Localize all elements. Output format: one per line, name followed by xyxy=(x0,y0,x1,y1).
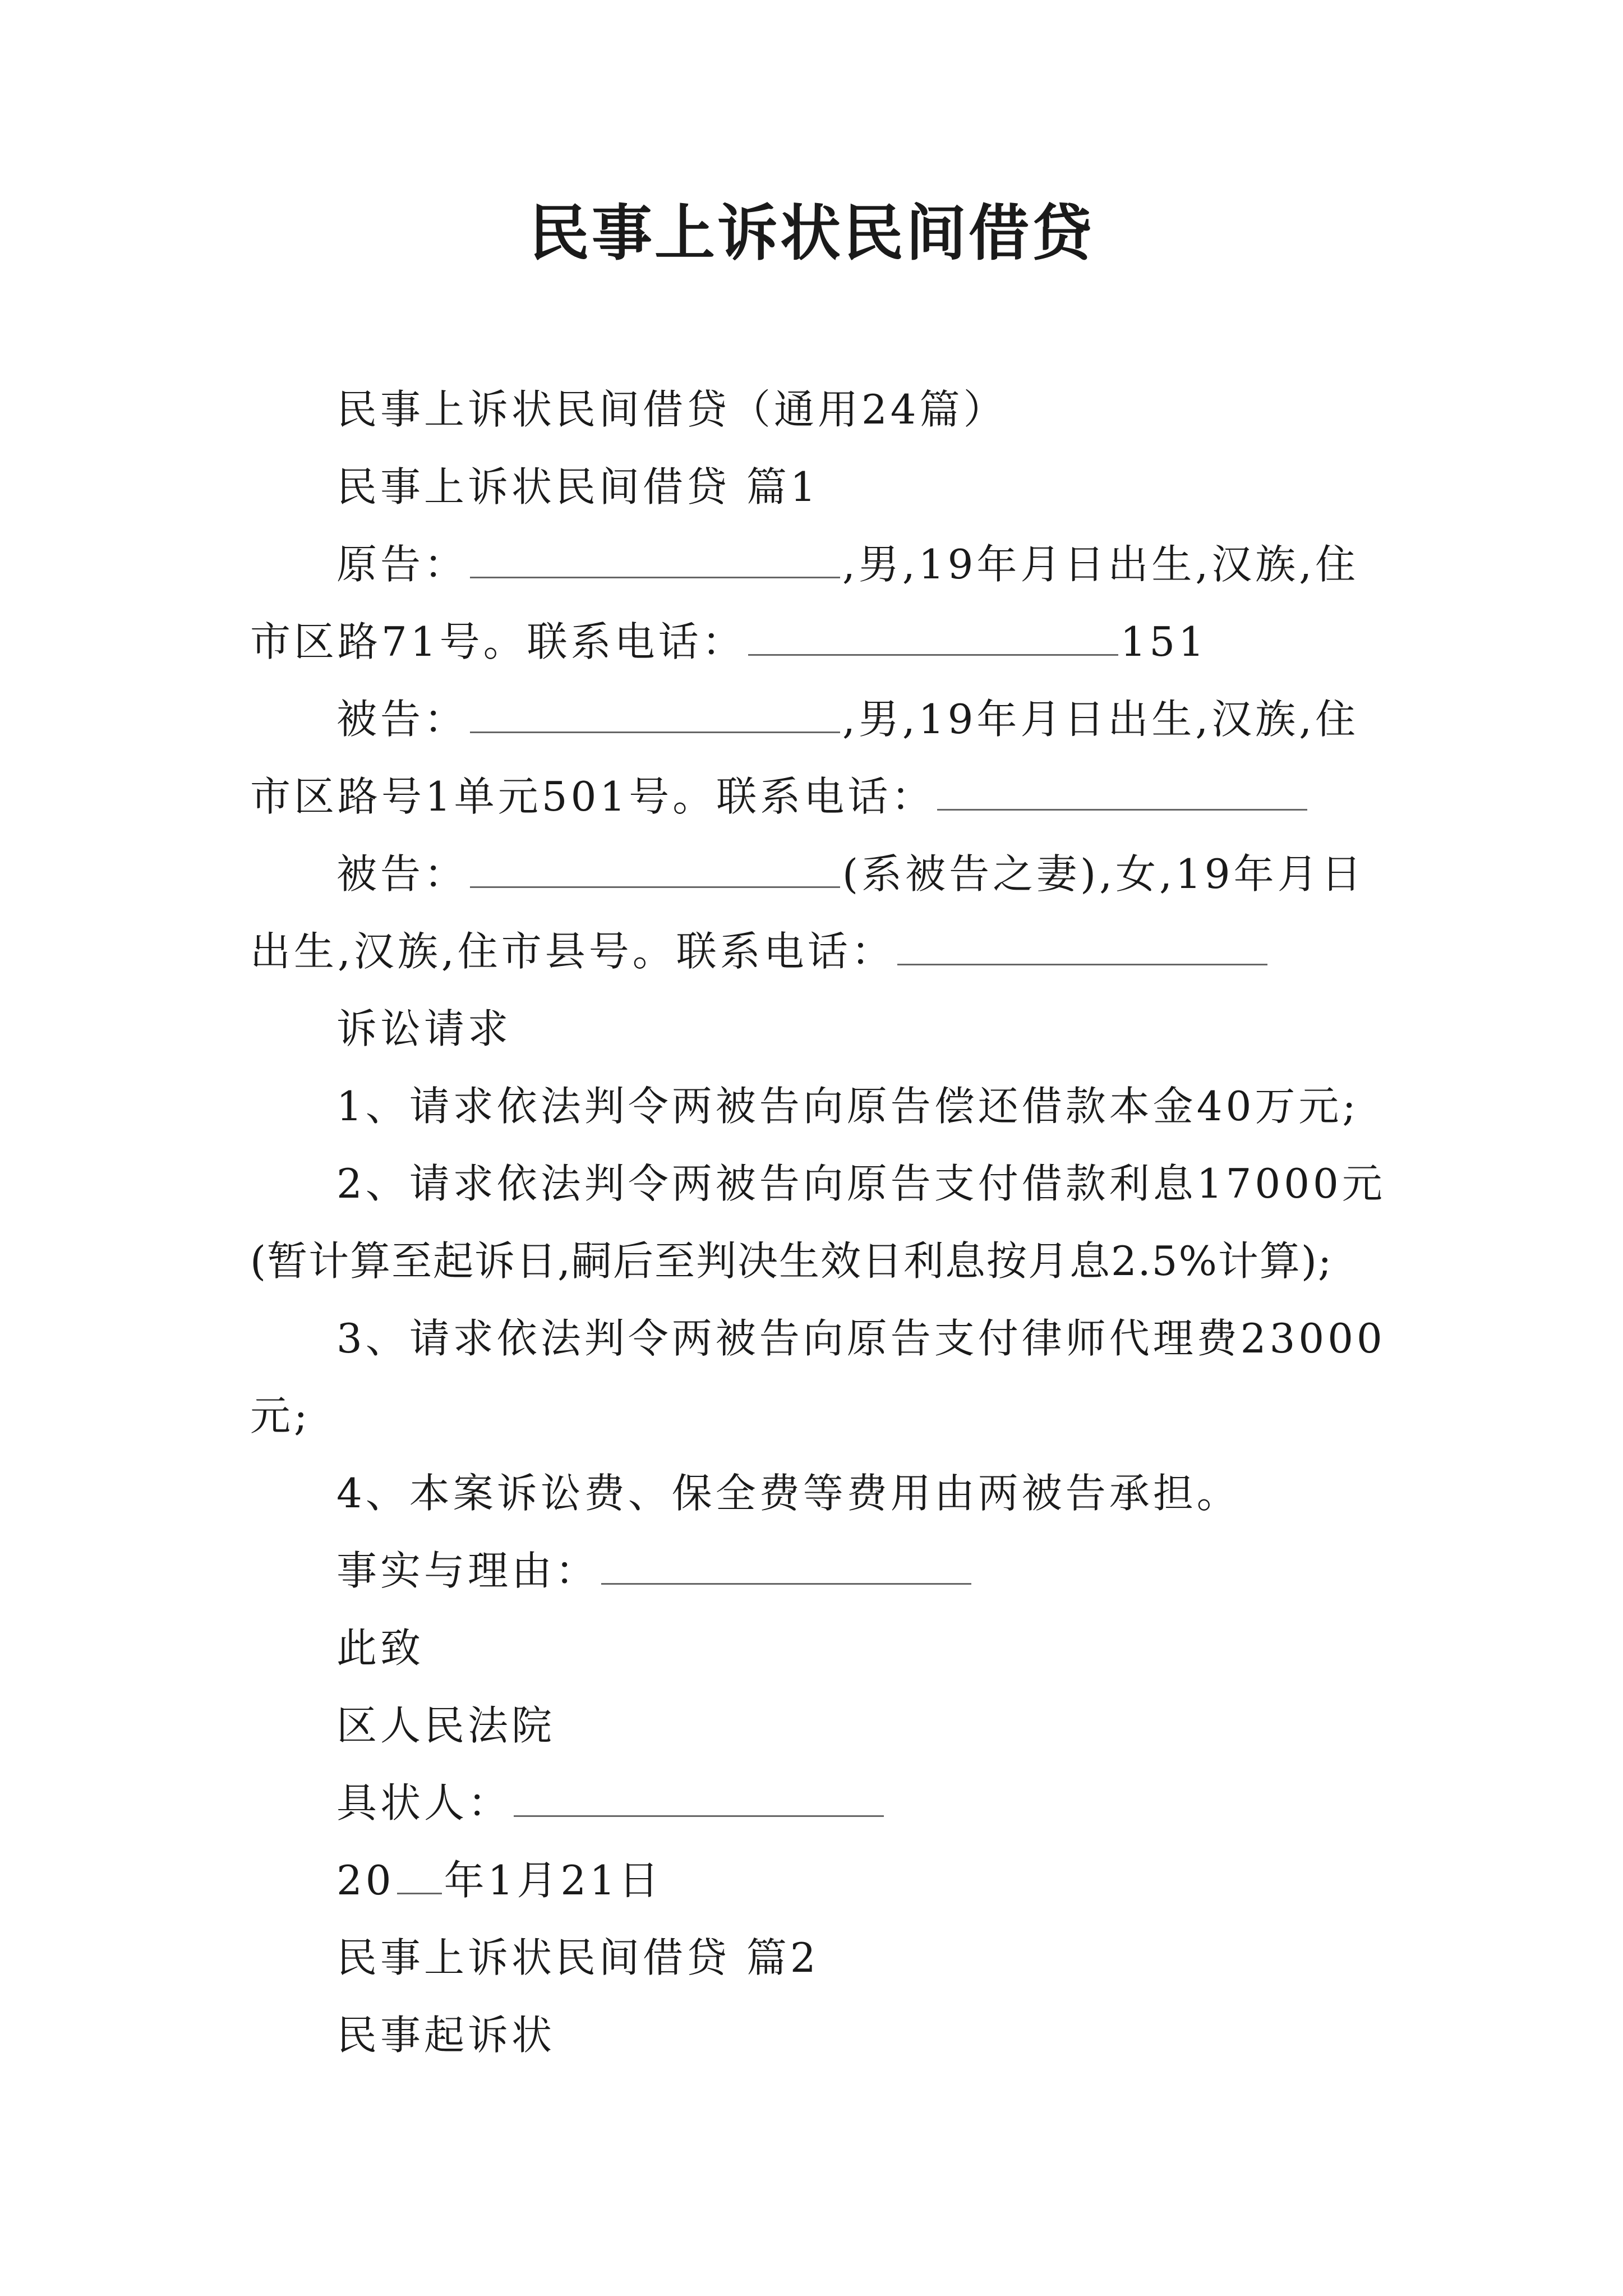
plaintiff-name-blank xyxy=(470,537,840,578)
date-line xyxy=(336,1852,662,1908)
signer-line xyxy=(336,1775,886,1831)
defendant2-name-blank xyxy=(470,847,840,888)
document-subtitle: 民事上诉状民间借贷（通用24篇） xyxy=(336,386,1007,433)
claim-3-line-2: 元; xyxy=(250,1392,311,1439)
document-title: 民事上诉状民间借贷 xyxy=(528,199,1094,269)
defendant1-address: 市区路号1单元501号。联系电话： xyxy=(250,773,935,820)
defendant2-info: (系被告之妻),女,19年月日 xyxy=(842,850,1365,898)
plaintiff-phone-blank xyxy=(748,615,1118,656)
defendant1-name-blank xyxy=(470,692,840,733)
court-name: 区人民法院 xyxy=(336,1702,556,1749)
plaintiff-address: 市区路71号。联系电话： xyxy=(250,618,746,665)
signer-label: 具状人： xyxy=(336,1779,512,1826)
date-suffix: 年1月21日 xyxy=(444,1857,663,1904)
claim-1: 1、请求依法判令两被告向原告偿还借款本金40万元; xyxy=(336,1083,1359,1130)
defendant1-info: ,男,19年月日出生,汉族,住 xyxy=(842,696,1359,743)
defendant2-line-2 xyxy=(250,923,1270,979)
defendant1-line-2 xyxy=(250,769,1310,825)
claim-2-line-2: (暂计算至起诉日,嗣后至判决生效日利息按月息2.5%计算); xyxy=(250,1237,1333,1285)
facts-line xyxy=(336,1543,974,1599)
plaintiff-line-2 xyxy=(250,614,1207,670)
section-heading-2: 民事上诉状民间借贷 篇2 xyxy=(336,1934,819,1981)
facts-blank xyxy=(601,1544,971,1585)
defendant1-label: 被告： xyxy=(336,696,468,743)
facts-label: 事实与理由： xyxy=(336,1547,600,1594)
plaintiff-label: 原告： xyxy=(336,541,468,588)
claims-heading: 诉讼请求 xyxy=(336,1005,512,1052)
plaintiff-phone-suffix: 151 xyxy=(1120,618,1208,665)
plaintiff-info: ,男,19年月日出生,汉族,住 xyxy=(842,541,1359,588)
section-heading-1: 民事上诉状民间借贷 篇1 xyxy=(336,463,819,510)
defendant2-phone-blank xyxy=(897,924,1267,965)
closing-salutation: 此致 xyxy=(336,1625,425,1672)
claim-3-line-1: 3、请求依法判令两被告向原告支付律师代理费23000 xyxy=(336,1315,1386,1362)
signer-blank xyxy=(514,1776,884,1817)
defendant1-line-1 xyxy=(336,691,1359,747)
defendant2-line-1 xyxy=(336,846,1365,902)
defendant2-address: 出生,汉族,住市县号。联系电话： xyxy=(250,928,895,975)
plaintiff-line-1 xyxy=(336,536,1359,592)
defendant1-phone-blank xyxy=(937,770,1307,811)
claim-2-line-1: 2、请求依法判令两被告向原告支付借款利息17000元 xyxy=(336,1160,1386,1207)
defendant2-label: 被告： xyxy=(336,850,468,898)
date-prefix: 20 xyxy=(336,1857,395,1904)
section-2-subheading: 民事起诉状 xyxy=(336,2012,556,2059)
claim-4: 4、本案诉讼费、保全费等费用由两被告承担。 xyxy=(336,1470,1241,1517)
date-year-blank xyxy=(397,1853,442,1894)
